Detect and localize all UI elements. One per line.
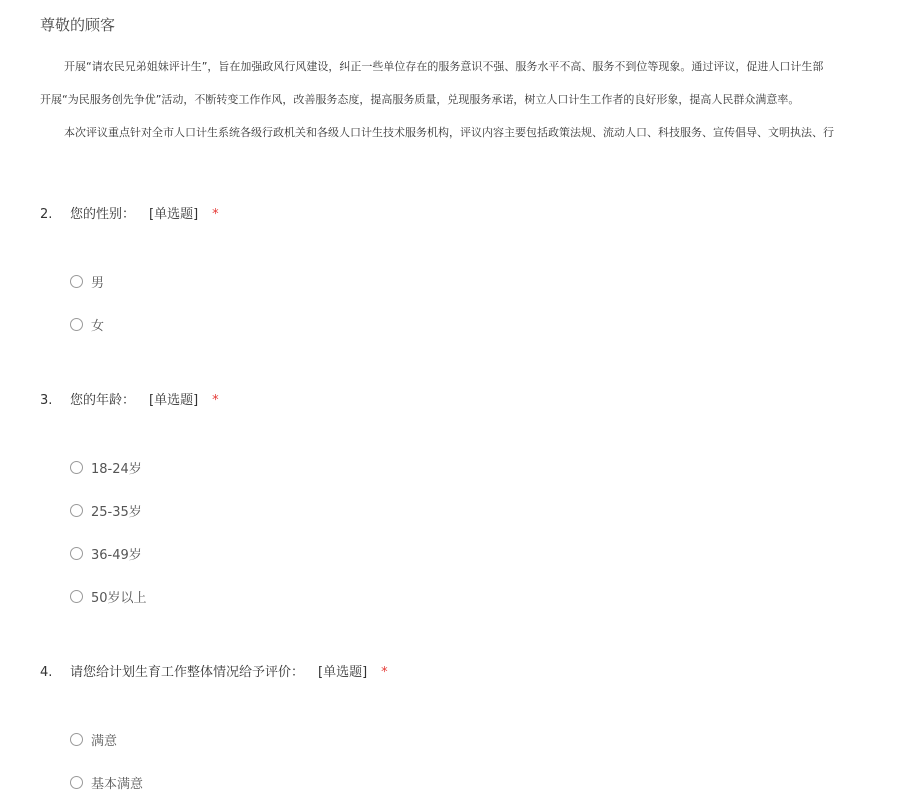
option-female[interactable] [70, 315, 104, 333]
intro-paragraph-2: 开展“为民服务创先争优”活动，不断转变工作作风，改善服务态度，提高服务质量，兑现服务承诺，树立人口计生工作者的良好形象，提高人民群众满意率。 [40, 93, 800, 106]
question-2-title [40, 203, 219, 222]
intro-paragraph-3: 本次评议重点针对全市人口计生系统各级行政机关和各级人口计生技术服务机构，评议内容主要包括政策法规、流动人口、科技服务、宣传倡导、文明执法、行 [64, 126, 834, 139]
radio-button[interactable] [70, 733, 83, 746]
question-text: 您的年龄： [70, 393, 136, 408]
option-age-36-49[interactable] [70, 544, 142, 562]
option-label: 18-24岁 [91, 461, 142, 477]
option-label: 女 [91, 318, 105, 334]
option-male[interactable] [70, 272, 104, 290]
required-marker: * [381, 665, 388, 680]
radio-button[interactable] [70, 275, 83, 288]
option-age-25-35[interactable] [70, 501, 142, 519]
option-age-18-24[interactable] [70, 458, 142, 476]
question-4-title [40, 661, 388, 680]
option-basically-satisfied[interactable] [70, 773, 143, 791]
required-marker: * [212, 207, 219, 222]
question-3-title [40, 389, 219, 408]
radio-button[interactable] [70, 776, 83, 789]
question-text: 请您给计划生育工作整体情况给予评价： [70, 665, 305, 680]
question-text: 您的性别： [70, 207, 136, 222]
required-marker: * [212, 393, 219, 408]
question-number: 3. [40, 393, 53, 408]
option-label: 25-35岁 [91, 504, 142, 520]
radio-button[interactable] [70, 461, 83, 474]
question-number: 2. [40, 207, 53, 222]
option-label: 50岁以上 [91, 590, 147, 606]
radio-button[interactable] [70, 318, 83, 331]
option-label: 满意 [91, 733, 118, 749]
intro-paragraph-1: 开展“请农民兄弟姐妹评计生”，旨在加强政风行风建设，纠正一些单位存在的服务意识不强、服务水平不高、服务不到位等现象。通过评议，促进人口计生部 [64, 60, 824, 73]
option-satisfied[interactable] [70, 730, 117, 748]
question-type: [单选题] [149, 393, 199, 408]
option-label: 36-49岁 [91, 547, 142, 563]
greeting-heading: 尊敬的顾客 [40, 16, 116, 34]
option-label: 男 [91, 275, 105, 291]
radio-button[interactable] [70, 590, 83, 603]
option-age-50-plus[interactable] [70, 587, 147, 605]
question-number: 4. [40, 665, 53, 680]
radio-button[interactable] [70, 547, 83, 560]
radio-button[interactable] [70, 504, 83, 517]
question-type: [单选题] [149, 207, 199, 222]
question-type: [单选题] [318, 665, 368, 680]
option-label: 基本满意 [91, 776, 144, 792]
